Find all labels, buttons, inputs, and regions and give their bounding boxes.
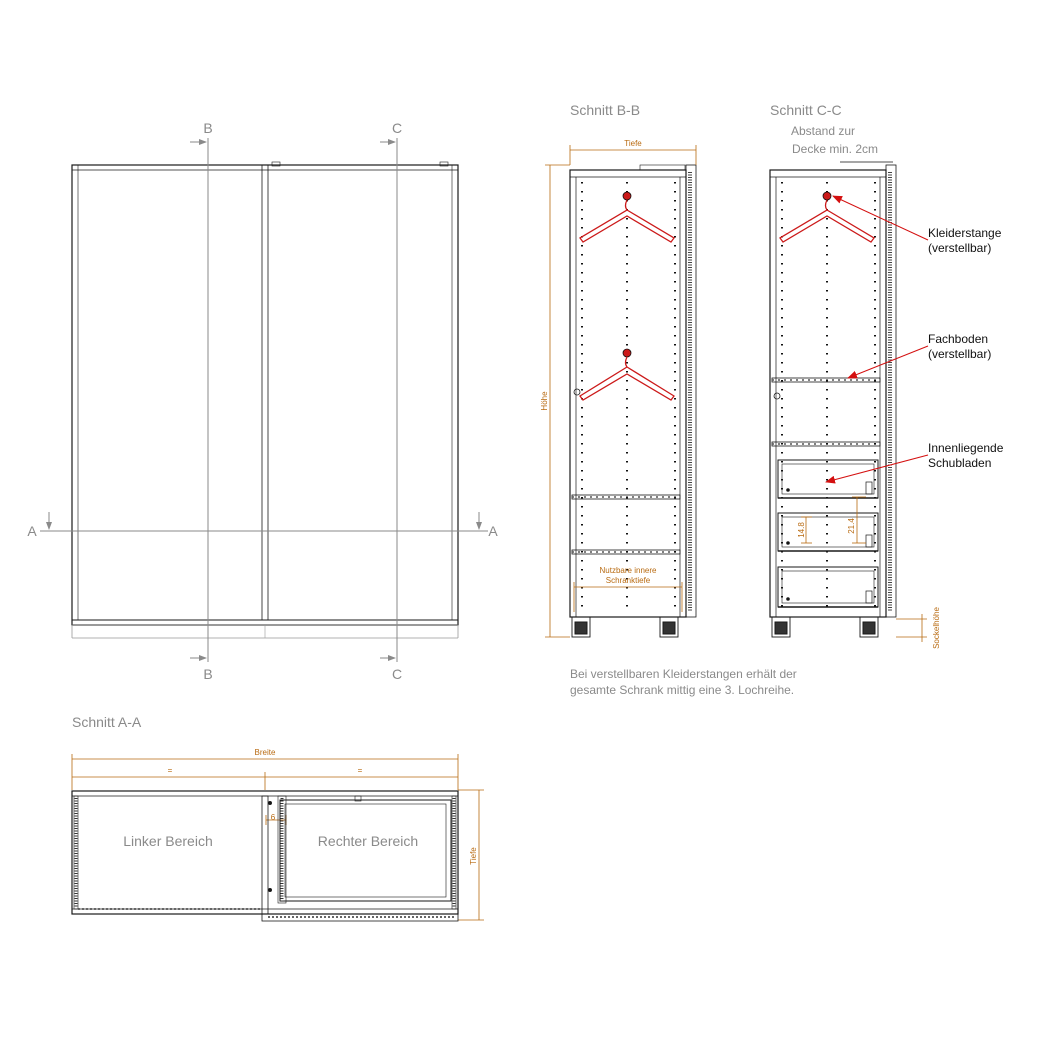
dim-half-right: = bbox=[357, 766, 363, 775]
dim-tiefe-bb: Tiefe bbox=[624, 139, 642, 148]
callout-fachboden-1: Fachboden bbox=[928, 332, 989, 346]
title-schnitt-bb: Schnitt B-B bbox=[570, 102, 641, 118]
section-mark-b-bottom: B bbox=[203, 666, 213, 682]
hanger-bb-bottom bbox=[580, 349, 674, 400]
dimensions-cc bbox=[801, 497, 927, 642]
hole-rows-bb bbox=[582, 182, 675, 612]
section-marks bbox=[27, 120, 498, 682]
callout-arrows bbox=[826, 196, 928, 482]
note-bottom-2: gesamte Schrank mittig eine 3. Lochreihe. bbox=[570, 683, 795, 697]
note-bottom-1: Bei verstellbaren Kleiderstangen erhält der bbox=[570, 667, 797, 681]
callout-fachboden-2: (verstellbar) bbox=[928, 347, 992, 361]
dim-drawer-h1: 14.8 bbox=[797, 522, 806, 538]
drawer-2 bbox=[778, 513, 878, 551]
callout-schubladen-2: Schubladen bbox=[928, 456, 992, 470]
section-cc bbox=[770, 165, 896, 637]
callout-kleiderstange-2: (verstellbar) bbox=[928, 241, 992, 255]
note-abstand-2: Decke min. 2cm bbox=[791, 142, 879, 156]
dim-gap: 6 bbox=[270, 813, 276, 822]
title-schnitt-cc: Schnitt C-C bbox=[770, 102, 842, 118]
section-mark-a-right: A bbox=[488, 523, 498, 539]
cabinet-outline bbox=[72, 165, 458, 625]
dim-sockelhoehe: Sockelhöhe bbox=[932, 607, 941, 649]
section-mark-c-top: C bbox=[391, 120, 403, 136]
dim-hoehe: Höhe bbox=[540, 391, 549, 411]
dim-nutzbare-1: Nutzbare innere bbox=[599, 566, 657, 575]
dim-half-left: = bbox=[167, 766, 173, 775]
hole-rows-cc bbox=[782, 182, 875, 612]
section-mark-a-left: A bbox=[27, 523, 37, 539]
note-abstand-1: Abstand zur bbox=[790, 124, 856, 138]
callout-kleiderstange-1: Kleiderstange bbox=[928, 226, 1002, 240]
hanging-rail-icon bbox=[623, 349, 631, 357]
hanger-cc bbox=[780, 192, 874, 242]
section-aa bbox=[72, 791, 458, 921]
section-mark-b-top: B bbox=[203, 120, 213, 136]
hanging-rail-icon bbox=[823, 192, 831, 200]
hanger-bb-top bbox=[580, 192, 674, 242]
plan-label-left: Linker Bereich bbox=[123, 833, 213, 849]
dim-nutzbare-2: Schranktiefe bbox=[605, 576, 651, 585]
dim-tiefe-aa: Tiefe bbox=[469, 847, 478, 865]
title-schnitt-aa: Schnitt A-A bbox=[72, 714, 142, 730]
hanging-rail-icon bbox=[623, 192, 631, 200]
section-lines bbox=[40, 138, 488, 662]
plan-label-right: Rechter Bereich bbox=[317, 833, 419, 849]
dim-breite: Breite bbox=[254, 748, 276, 757]
dimensions-bb bbox=[545, 145, 696, 637]
section-mark-c-bottom: C bbox=[391, 666, 403, 682]
door-divider bbox=[262, 165, 268, 620]
dim-drawer-h2: 21.4 bbox=[847, 518, 856, 534]
callout-schubladen-1: Innenliegende bbox=[928, 441, 1004, 455]
front-view bbox=[72, 162, 458, 638]
